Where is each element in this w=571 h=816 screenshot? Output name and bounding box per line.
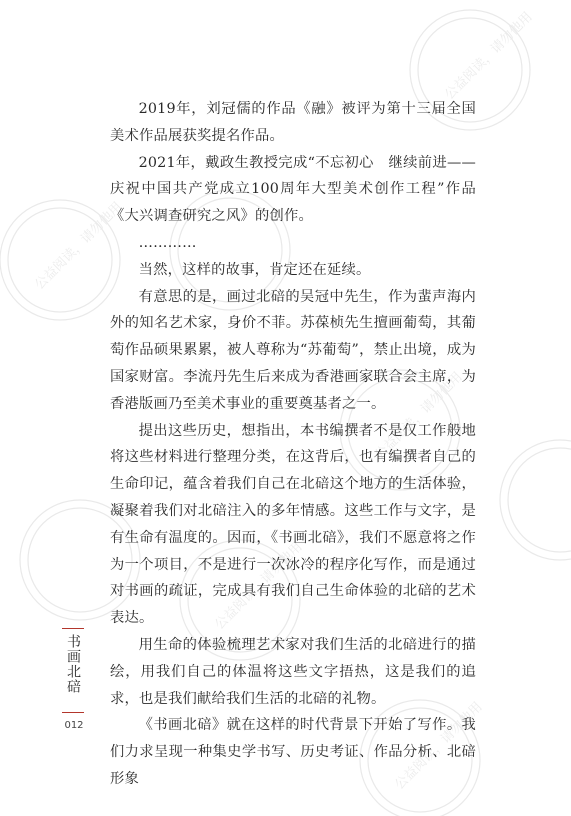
book-title-vertical: 书画北碚: [65, 634, 81, 694]
watermark-text: 公益阅读，请勿他用: [212, 539, 306, 633]
side-tab: [58, 628, 88, 738]
body-text: [110, 96, 476, 793]
side-rule-bottom: [62, 712, 84, 713]
watermark-text: 公益阅读，请勿他用: [392, 699, 486, 793]
watermark-text: 公益阅读，请勿他用: [442, 9, 536, 103]
side-rule-top: [62, 628, 84, 629]
paragraph: 2021年，戴政生教授完成“不忘初心 继续前进——庆祝中国共产党成立100周年大型美术创作工程”作品《大兴调查研究之风》的创作。: [110, 154, 476, 225]
watermark-text: 公益阅读，请勿他用: [372, 369, 466, 463]
page-number: 012: [64, 720, 84, 731]
paragraph: 提出这些历史，想指出，本书编撰者不是仅工作般地将这些材料进行整理分类，在这背后，也有编撰者自己的生命印记，蕴含着我们自己在北碚这个地方的生活体验，凝聚着我们对北碚注入的多年情感。这些工作与文字，是有生命有温度的。因而，《书画北碚》，我们不愿意将之作为一个项目，不是进行一次冰冷的程序化写作，而是通过对书画的疏证，完成具有我们自己生命体验的北碚的艺术表达。: [110, 422, 476, 627]
ellipsis-line: …………: [138, 234, 197, 251]
paragraph: 当然，这样的故事，肯定还在延续。: [138, 261, 371, 278]
paragraph: 用生命的体验梳理艺术家对我们生活的北碚进行的描绘，用我们自己的体温将这些文字捂热，这是我们的追求，也是我们献给我们生活的北碚的礼物。: [110, 636, 476, 707]
paragraph: 2019年，刘冠儒的作品《融》被评为第十三届全国美术作品展获奖提名作品。: [110, 101, 476, 144]
paragraph: 有意思的是，画过北碚的吴冠中先生，作为蜚声海内外的知名艺术家，身价不菲。苏葆桢先生擅画葡萄，其葡萄作品硕果累累，被人尊称为“苏葡萄”，禁止出境，成为国家财富。李流丹先生后来成为香港画家联合会主席，为香港版画乃至美术事业的重要奠基者之一。: [110, 288, 476, 412]
watermark-text: 公益阅读，请勿他用: [32, 199, 126, 293]
paragraph: 《书画北碚》就在这样的时代背景下开始了写作。我们力求呈现一种集史学书写、历史考证、作品分析、北碚形象: [110, 717, 476, 787]
